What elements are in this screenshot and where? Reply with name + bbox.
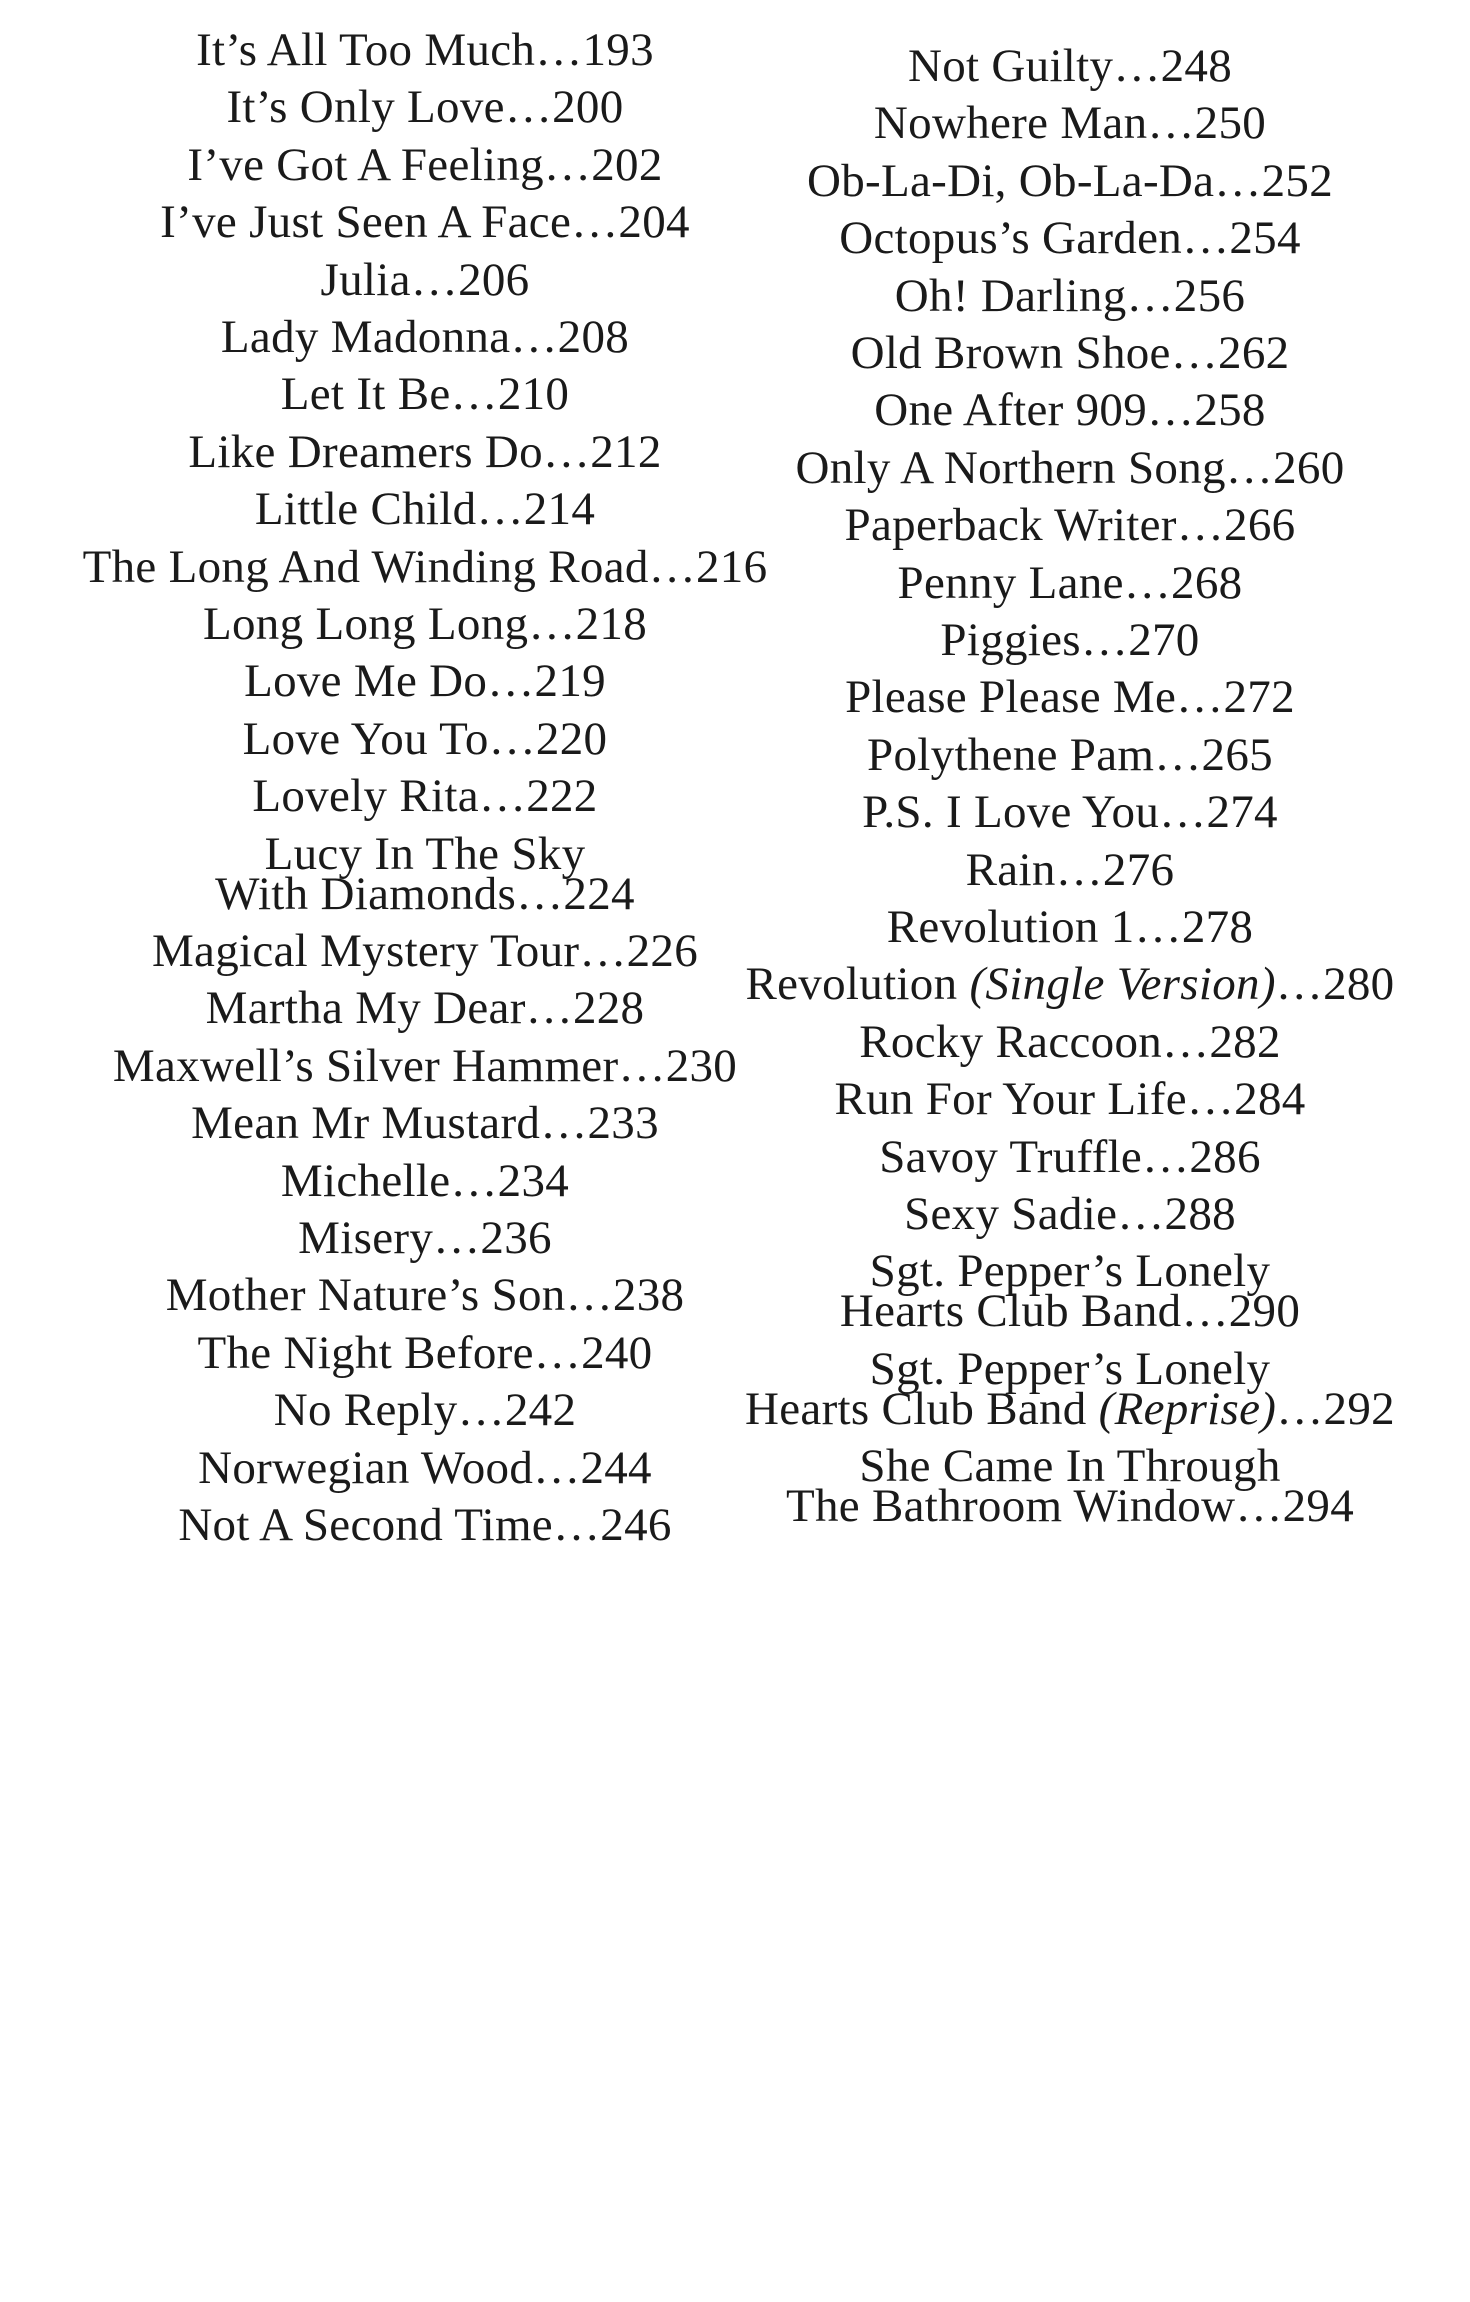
entry-text: Sexy Sadie…288 — [904, 1188, 1236, 1240]
entry-line — [730, 725, 1410, 785]
entry-text: Only A Northern Song…260 — [795, 441, 1345, 494]
index-entry — [60, 250, 790, 310]
index-entry — [60, 364, 790, 424]
entry-text: Old Brown Shoe…262 — [850, 327, 1290, 379]
index-entry — [60, 766, 790, 826]
entry-line — [730, 323, 1410, 383]
entry-text: With Diamonds…224 — [215, 867, 635, 920]
entry-line — [730, 380, 1410, 440]
entry-text: Revolution 1…278 — [886, 901, 1254, 953]
entry-text: Paperback Writer…266 — [844, 499, 1296, 552]
entry-text: I’ve Got A Feeling…202 — [187, 138, 663, 191]
entry-text: Lady Madonna…208 — [220, 311, 630, 363]
index-entry — [730, 208, 1410, 268]
entry-line — [60, 709, 790, 769]
entry-text: Octopus’s Garden…254 — [839, 212, 1301, 265]
index-entry — [730, 266, 1410, 326]
entry-text: Love Me Do…219 — [244, 655, 606, 708]
entry-line — [730, 1069, 1410, 1129]
entry-line — [60, 651, 790, 711]
entry-text: Nowhere Man…250 — [873, 97, 1267, 150]
entry-line-continued — [60, 864, 790, 924]
entry-text: One After 909…258 — [874, 384, 1266, 437]
index-entry — [60, 20, 790, 80]
entry-text: Michelle…234 — [280, 1154, 570, 1207]
entry-line-continued — [730, 1379, 1410, 1439]
index-entry — [730, 1069, 1410, 1129]
entry-text: Norwegian Wood…244 — [198, 1441, 652, 1494]
index-entry — [730, 1436, 1410, 1536]
index-entry — [60, 135, 790, 195]
index-entry — [730, 495, 1410, 555]
entry-text: The Bathroom Window…294 — [785, 1480, 1355, 1533]
index-entry — [60, 307, 790, 367]
entry-line — [730, 495, 1410, 555]
index-entry — [730, 380, 1410, 440]
entry-text: She Came In Through — [859, 1440, 1281, 1493]
entry-text: Rocky Raccoon…282 — [859, 1015, 1281, 1068]
index-entry — [60, 479, 790, 539]
entry-line — [730, 208, 1410, 268]
entry-text: Penny Lane…268 — [897, 556, 1243, 609]
entry-line — [730, 93, 1410, 153]
entry-line — [60, 766, 790, 826]
index-entry — [730, 1012, 1410, 1072]
entry-text: Sgt. Pepper’s Lonely — [869, 1342, 1271, 1395]
entry-line — [730, 151, 1410, 211]
entry-line — [60, 594, 790, 654]
entry-line — [730, 782, 1410, 842]
version-note: (Single Version) — [969, 958, 1276, 1011]
entry-text: Sgt. Pepper’s Lonely — [869, 1245, 1271, 1298]
entry-line — [730, 954, 1410, 1014]
entry-text: Revolution — [745, 958, 970, 1011]
entry-text: Rain…276 — [965, 843, 1175, 896]
entry-text: It’s All Too Much…193 — [196, 24, 654, 76]
entry-line — [60, 250, 790, 310]
entry-text: It’s Only Love…200 — [226, 81, 624, 134]
index-entry — [730, 667, 1410, 727]
index-entry — [730, 1127, 1410, 1187]
index-entry — [730, 1339, 1410, 1439]
entry-text: Like Dreamers Do…212 — [188, 425, 662, 478]
index-entry — [60, 1265, 790, 1325]
index-entry — [730, 93, 1410, 153]
entry-line — [60, 1495, 790, 1555]
entry-text: Savoy Truffle…286 — [879, 1130, 1261, 1183]
entry-text: Hearts Club Band — [745, 1382, 1099, 1435]
entry-line-continued — [730, 1476, 1410, 1536]
entry-line — [730, 266, 1410, 326]
entry-text: Hearts Club Band…290 — [839, 1285, 1301, 1338]
entry-line — [60, 537, 790, 597]
entry-line — [730, 610, 1410, 670]
entry-line — [60, 422, 790, 482]
entry-text: Not A Second Time…246 — [178, 1499, 672, 1551]
version-note: (Reprise) — [1098, 1382, 1277, 1435]
entry-text: Polythene Pam…265 — [867, 728, 1273, 781]
entry-line — [60, 192, 790, 252]
entry-line — [730, 897, 1410, 957]
index-entry — [60, 1093, 790, 1153]
index-entry — [730, 897, 1410, 957]
index-entry — [60, 709, 790, 769]
entry-text: …292 — [1276, 1382, 1395, 1435]
index-entry — [730, 1184, 1410, 1244]
entry-text: Martha My Dear…228 — [205, 982, 645, 1035]
index-entry — [730, 151, 1410, 211]
entry-line — [60, 1380, 790, 1440]
entry-line — [730, 667, 1410, 727]
index-entry — [730, 840, 1410, 900]
index-entry — [730, 438, 1410, 498]
entry-line — [60, 364, 790, 424]
entry-text: …280 — [1275, 958, 1395, 1011]
entry-text: Magical Mystery Tour…226 — [151, 925, 699, 977]
entry-line-continued — [730, 1281, 1410, 1341]
index-entry — [60, 1208, 790, 1268]
index-entry — [60, 192, 790, 252]
entry-line — [730, 1184, 1410, 1244]
entry-line — [60, 1323, 790, 1383]
entry-text: P.S. I Love You…274 — [862, 786, 1278, 839]
entry-text: The Night Before…240 — [197, 1326, 653, 1379]
index-entry — [730, 782, 1410, 842]
entry-line — [730, 438, 1410, 498]
entry-line — [730, 840, 1410, 900]
entry-text: Long Long Long…218 — [202, 598, 648, 650]
entry-line — [60, 1036, 790, 1096]
entry-text: The Long And Winding Road…216 — [82, 540, 768, 593]
entry-line — [730, 553, 1410, 613]
entry-line — [60, 479, 790, 539]
entry-text: Julia…206 — [320, 253, 530, 306]
entry-text: Love You To…220 — [242, 712, 608, 765]
entry-text: Run For Your Life…284 — [834, 1073, 1306, 1126]
index-entry — [60, 537, 790, 597]
entry-line — [60, 307, 790, 367]
index-entry — [60, 422, 790, 482]
index-entry — [730, 610, 1410, 670]
index-entry — [60, 77, 790, 137]
entry-text: I’ve Just Seen A Face…204 — [160, 196, 690, 249]
index-entry — [730, 323, 1410, 383]
index-entry — [60, 1036, 790, 1096]
entry-text: Lucy In The Sky — [264, 827, 586, 880]
entry-line — [60, 1208, 790, 1268]
index-entry — [60, 1495, 790, 1555]
index-entry — [730, 725, 1410, 785]
entry-text: Ob-La-Di, Ob-La-Da…252 — [806, 154, 1334, 207]
entry-text: Please Please Me…272 — [845, 671, 1295, 724]
index-entry — [60, 921, 790, 981]
index-entry — [730, 36, 1410, 96]
entry-line — [60, 921, 790, 981]
entry-line — [730, 1127, 1410, 1187]
index-entry — [60, 1323, 790, 1383]
entry-line — [60, 1151, 790, 1211]
entry-line — [60, 1093, 790, 1153]
index-entry — [60, 978, 790, 1038]
entry-text: Lovely Rita…222 — [252, 770, 598, 823]
index-entry — [730, 553, 1410, 613]
entry-line — [60, 135, 790, 195]
index-entry — [730, 1241, 1410, 1341]
entry-text: Mother Nature’s Son…238 — [165, 1269, 685, 1322]
entry-line — [730, 36, 1410, 96]
entry-text: Little Child…214 — [254, 483, 596, 536]
entry-line — [730, 1012, 1410, 1072]
index-entry — [60, 594, 790, 654]
index-entry — [60, 1380, 790, 1440]
entry-line — [60, 77, 790, 137]
entry-text: Oh! Darling…256 — [894, 269, 1246, 322]
entry-text: Mean Mr Mustard…233 — [191, 1097, 659, 1150]
index-entry — [60, 1151, 790, 1211]
entry-text: Piggies…270 — [940, 614, 1200, 666]
entry-text: Misery…236 — [298, 1212, 552, 1264]
entry-text: Let It Be…210 — [280, 368, 570, 421]
index-entry — [60, 651, 790, 711]
entry-line — [60, 978, 790, 1038]
index-entry — [60, 1438, 790, 1498]
index-entry — [730, 954, 1410, 1014]
index-entry — [60, 824, 790, 924]
entry-line — [60, 1438, 790, 1498]
entry-text: Maxwell’s Silver Hammer…230 — [112, 1039, 738, 1092]
entry-line — [60, 1265, 790, 1325]
entry-text: No Reply…242 — [273, 1384, 577, 1437]
entry-text: Not Guilty…248 — [907, 40, 1233, 92]
entry-line — [60, 20, 790, 80]
